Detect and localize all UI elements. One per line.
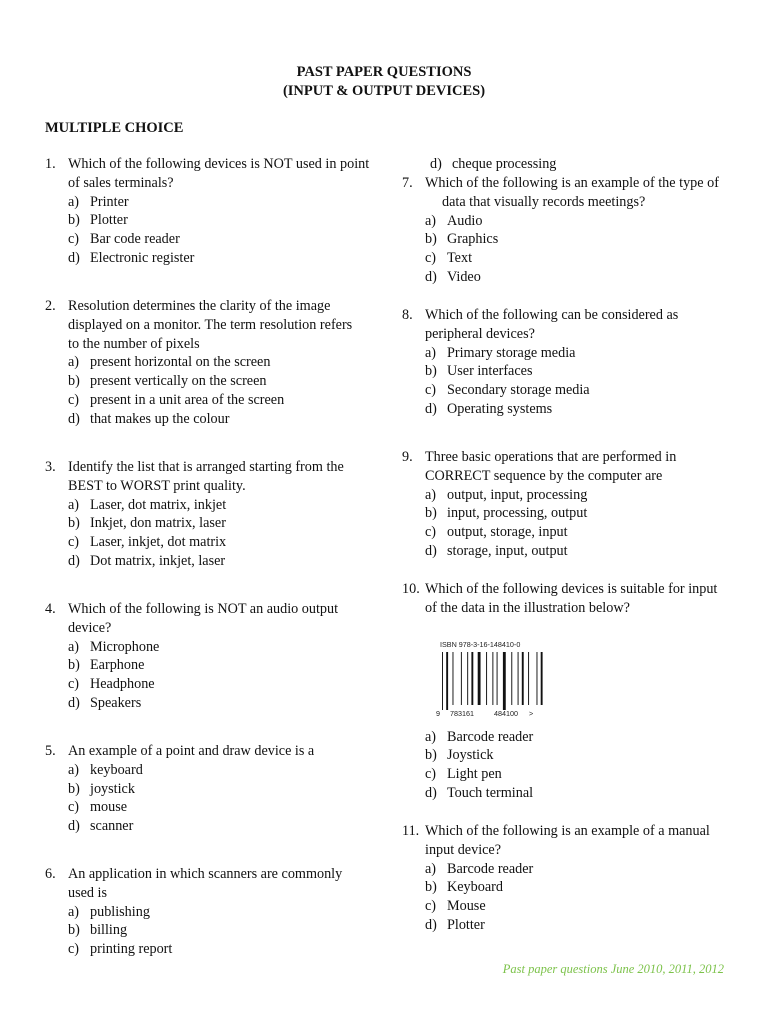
question-stem-line: Which of the following is an example of a manual bbox=[425, 823, 710, 839]
option-letter: d) bbox=[430, 156, 442, 172]
question-6 bbox=[45, 865, 343, 959]
option-text: Joystick bbox=[447, 747, 494, 764]
question-number: 10. bbox=[402, 581, 420, 597]
option-letter: d) bbox=[68, 410, 80, 427]
option-letter: c) bbox=[68, 391, 80, 408]
option-letter: a) bbox=[425, 860, 437, 877]
option-text: Dot matrix, inkjet, laser bbox=[90, 552, 226, 569]
question-stem-line: displayed on a monitor. The term resolution refers bbox=[68, 316, 353, 333]
question-stem-line: Which of the following can be considered as bbox=[425, 307, 679, 323]
question-number: 3. bbox=[45, 459, 56, 475]
option-text: Laser, dot matrix, inkjet bbox=[90, 496, 227, 513]
option-text: Mouse bbox=[447, 898, 486, 915]
option-text: User interfaces bbox=[447, 363, 533, 380]
option-letter: d) bbox=[425, 400, 437, 417]
question-stem-line: device? bbox=[68, 619, 112, 636]
option-letter: b) bbox=[425, 879, 437, 896]
question-number: 6. bbox=[45, 866, 56, 882]
question-stem-line: Identify the list that is arranged starting from the bbox=[68, 459, 344, 475]
option-letter: a) bbox=[425, 212, 437, 229]
barcode-bar bbox=[528, 652, 529, 705]
question-5 bbox=[45, 742, 315, 836]
question-number: 8. bbox=[402, 307, 413, 323]
barcode-bar bbox=[503, 652, 506, 710]
option-text: billing bbox=[90, 922, 128, 939]
option-text: present in a unit area of the screen bbox=[90, 391, 285, 408]
option-text: input, processing, output bbox=[447, 505, 588, 522]
question-stem-line: Which of the following is NOT an audio output bbox=[68, 601, 339, 617]
option-letter: a) bbox=[68, 903, 80, 920]
option-text: Plotter bbox=[447, 916, 485, 933]
barcode-bar bbox=[486, 652, 487, 705]
option-letter: d) bbox=[425, 916, 437, 933]
option-text: Headphone bbox=[90, 676, 155, 693]
option-letter: d) bbox=[68, 694, 80, 711]
barcode-bar bbox=[446, 652, 448, 710]
illustration-spacer bbox=[402, 618, 425, 728]
question-4 bbox=[45, 600, 339, 713]
option-text: Touch terminal bbox=[447, 784, 534, 801]
option-text: scanner bbox=[90, 818, 134, 835]
option-letter: c) bbox=[425, 250, 437, 267]
barcode-bar bbox=[453, 652, 454, 705]
option-letter: c) bbox=[425, 766, 437, 783]
question-stem-line: to the number of pixels bbox=[68, 335, 200, 352]
question-number: 11. bbox=[402, 823, 420, 839]
barcode-bar bbox=[537, 652, 538, 705]
barcode-digit-first: 9 bbox=[436, 709, 440, 718]
option-text: Laser, inkjet, dot matrix bbox=[90, 534, 227, 551]
option-letter: b) bbox=[425, 363, 437, 380]
barcode-end-mark: > bbox=[529, 709, 534, 718]
option-letter: c) bbox=[425, 898, 437, 915]
barcode-group-left: 783161 bbox=[450, 709, 474, 718]
question-stem-line: Resolution determines the clarity of the image bbox=[68, 298, 331, 314]
question-stem-line: BEST to WORST print quality. bbox=[68, 477, 246, 494]
question-stem-line: Which of the following devices is NOT used in point bbox=[68, 156, 370, 172]
option-letter: d) bbox=[425, 268, 437, 285]
question-stem-line: peripheral devices? bbox=[425, 325, 535, 342]
option-letter: b) bbox=[68, 922, 80, 939]
option-letter: b) bbox=[68, 373, 80, 390]
option-letter: c) bbox=[68, 534, 80, 551]
barcode-bar bbox=[492, 652, 493, 705]
barcode-bar bbox=[518, 652, 519, 705]
barcode-group-right: 484100 bbox=[494, 709, 518, 718]
question-9 bbox=[402, 448, 677, 561]
option-text: joystick bbox=[90, 780, 135, 797]
option-letter: c) bbox=[68, 799, 80, 816]
option-text: cheque processing bbox=[452, 156, 557, 172]
option-text: keyboard bbox=[90, 761, 143, 778]
barcode-bars bbox=[442, 652, 546, 710]
option-text: that makes up the colour bbox=[90, 410, 230, 427]
option-text: Barcode reader bbox=[447, 860, 534, 877]
barcode-bar bbox=[471, 652, 473, 705]
option-letter: c) bbox=[68, 676, 80, 693]
option-text: Speakers bbox=[90, 694, 142, 711]
barcode-bar bbox=[467, 652, 468, 705]
barcode-bar bbox=[511, 652, 512, 705]
question-stem-line: Three basic operations that are performed in bbox=[425, 449, 677, 465]
question-number: 9. bbox=[402, 449, 413, 465]
option-letter: a) bbox=[68, 496, 80, 513]
question-stem-line: CORRECT sequence by the computer are bbox=[425, 467, 663, 484]
question-stem-line: An example of a point and draw device is a bbox=[68, 743, 315, 759]
question-1 bbox=[45, 155, 370, 268]
option-text: publishing bbox=[90, 903, 150, 920]
option-letter: a) bbox=[68, 193, 80, 210]
option-letter: b) bbox=[425, 747, 437, 764]
option-text: output, input, processing bbox=[447, 486, 588, 503]
option-letter: b) bbox=[68, 515, 80, 532]
question-stem-line: of the data in the illustration below? bbox=[425, 599, 630, 616]
option-text: present horizontal on the screen bbox=[90, 354, 271, 371]
option-letter: a) bbox=[425, 344, 437, 361]
page-title: PAST PAPER QUESTIONS bbox=[296, 64, 472, 80]
question-stem-line: of sales terminals? bbox=[68, 174, 174, 191]
option-letter: d) bbox=[68, 552, 80, 569]
option-text: Earphone bbox=[90, 657, 145, 674]
option-letter: d) bbox=[425, 542, 437, 559]
option-letter: c) bbox=[68, 231, 80, 248]
question-stem-line: Which of the following devices is suitable for input bbox=[425, 581, 718, 597]
question-stem-line: used is bbox=[68, 884, 108, 901]
barcode-bar bbox=[478, 652, 481, 705]
question-number: 5. bbox=[45, 743, 56, 759]
barcode-isbn: ISBN 978-3-16-148410-0 bbox=[440, 640, 521, 649]
question-7 bbox=[402, 174, 719, 287]
option-letter: c) bbox=[68, 941, 80, 958]
option-letter: b) bbox=[68, 212, 80, 229]
option-text: Text bbox=[447, 250, 473, 267]
option-letter: a) bbox=[68, 638, 80, 655]
question-number: 4. bbox=[45, 601, 56, 617]
page-footer: Past paper questions June 2010, 2011, 2012 bbox=[502, 962, 724, 976]
option-letter: a) bbox=[68, 354, 80, 371]
option-letter: b) bbox=[68, 657, 80, 674]
question-number: 7. bbox=[402, 175, 413, 191]
question-stem-line: data that visually records meetings? bbox=[442, 193, 646, 210]
option-text: present vertically on the screen bbox=[90, 373, 267, 390]
barcode-illustration bbox=[436, 638, 546, 718]
question-number: 2. bbox=[45, 298, 56, 314]
option-letter: c) bbox=[425, 382, 437, 399]
option-text: Video bbox=[447, 268, 481, 285]
option-text: Keyboard bbox=[447, 879, 503, 896]
question-11 bbox=[402, 822, 710, 935]
option-text: Light pen bbox=[447, 766, 502, 783]
question-stem-line: input device? bbox=[425, 841, 502, 858]
option-text: storage, input, output bbox=[447, 542, 568, 559]
question-8 bbox=[402, 306, 679, 419]
option-text: printing report bbox=[90, 941, 173, 958]
option-text: Printer bbox=[90, 193, 129, 210]
option-letter: b) bbox=[68, 780, 80, 797]
option-letter: a) bbox=[425, 728, 437, 745]
option-text: output, storage, input bbox=[447, 524, 568, 541]
option-text: Plotter bbox=[90, 212, 128, 229]
option-text: mouse bbox=[90, 799, 128, 816]
option-text: Barcode reader bbox=[447, 728, 534, 745]
option-letter: d) bbox=[68, 818, 80, 835]
question-stem-line: Which of the following is an example of the type of bbox=[425, 175, 719, 191]
option-text: Bar code reader bbox=[90, 231, 180, 248]
barcode-bar bbox=[461, 652, 462, 705]
option-text: Inkjet, don matrix, laser bbox=[90, 515, 226, 532]
question-2 bbox=[45, 297, 353, 429]
option-letter: c) bbox=[425, 524, 437, 541]
option-text: Operating systems bbox=[447, 400, 553, 417]
option-text: Electronic register bbox=[90, 249, 195, 266]
option-text: Secondary storage media bbox=[447, 382, 590, 399]
option-text: Audio bbox=[447, 212, 483, 229]
page-subtitle: (INPUT & OUTPUT DEVICES) bbox=[282, 83, 486, 99]
option-text: Microphone bbox=[90, 638, 160, 655]
barcode-bar bbox=[541, 652, 543, 705]
question-number: 1. bbox=[45, 156, 56, 172]
barcode-bar bbox=[522, 652, 524, 705]
section-heading: MULTIPLE CHOICE bbox=[45, 120, 184, 136]
option-letter: d) bbox=[425, 784, 437, 801]
option-letter: a) bbox=[68, 761, 80, 778]
question-3 bbox=[45, 458, 344, 571]
option-text: Primary storage media bbox=[447, 344, 576, 361]
option-letter: d) bbox=[68, 249, 80, 266]
barcode-bar bbox=[442, 652, 443, 710]
barcode-bar bbox=[497, 652, 498, 705]
option-letter: b) bbox=[425, 505, 437, 522]
question-stem-line: An application in which scanners are commonly bbox=[68, 866, 343, 882]
option-letter: a) bbox=[425, 486, 437, 503]
option-letter: b) bbox=[425, 231, 437, 248]
option-text: Graphics bbox=[447, 231, 499, 248]
